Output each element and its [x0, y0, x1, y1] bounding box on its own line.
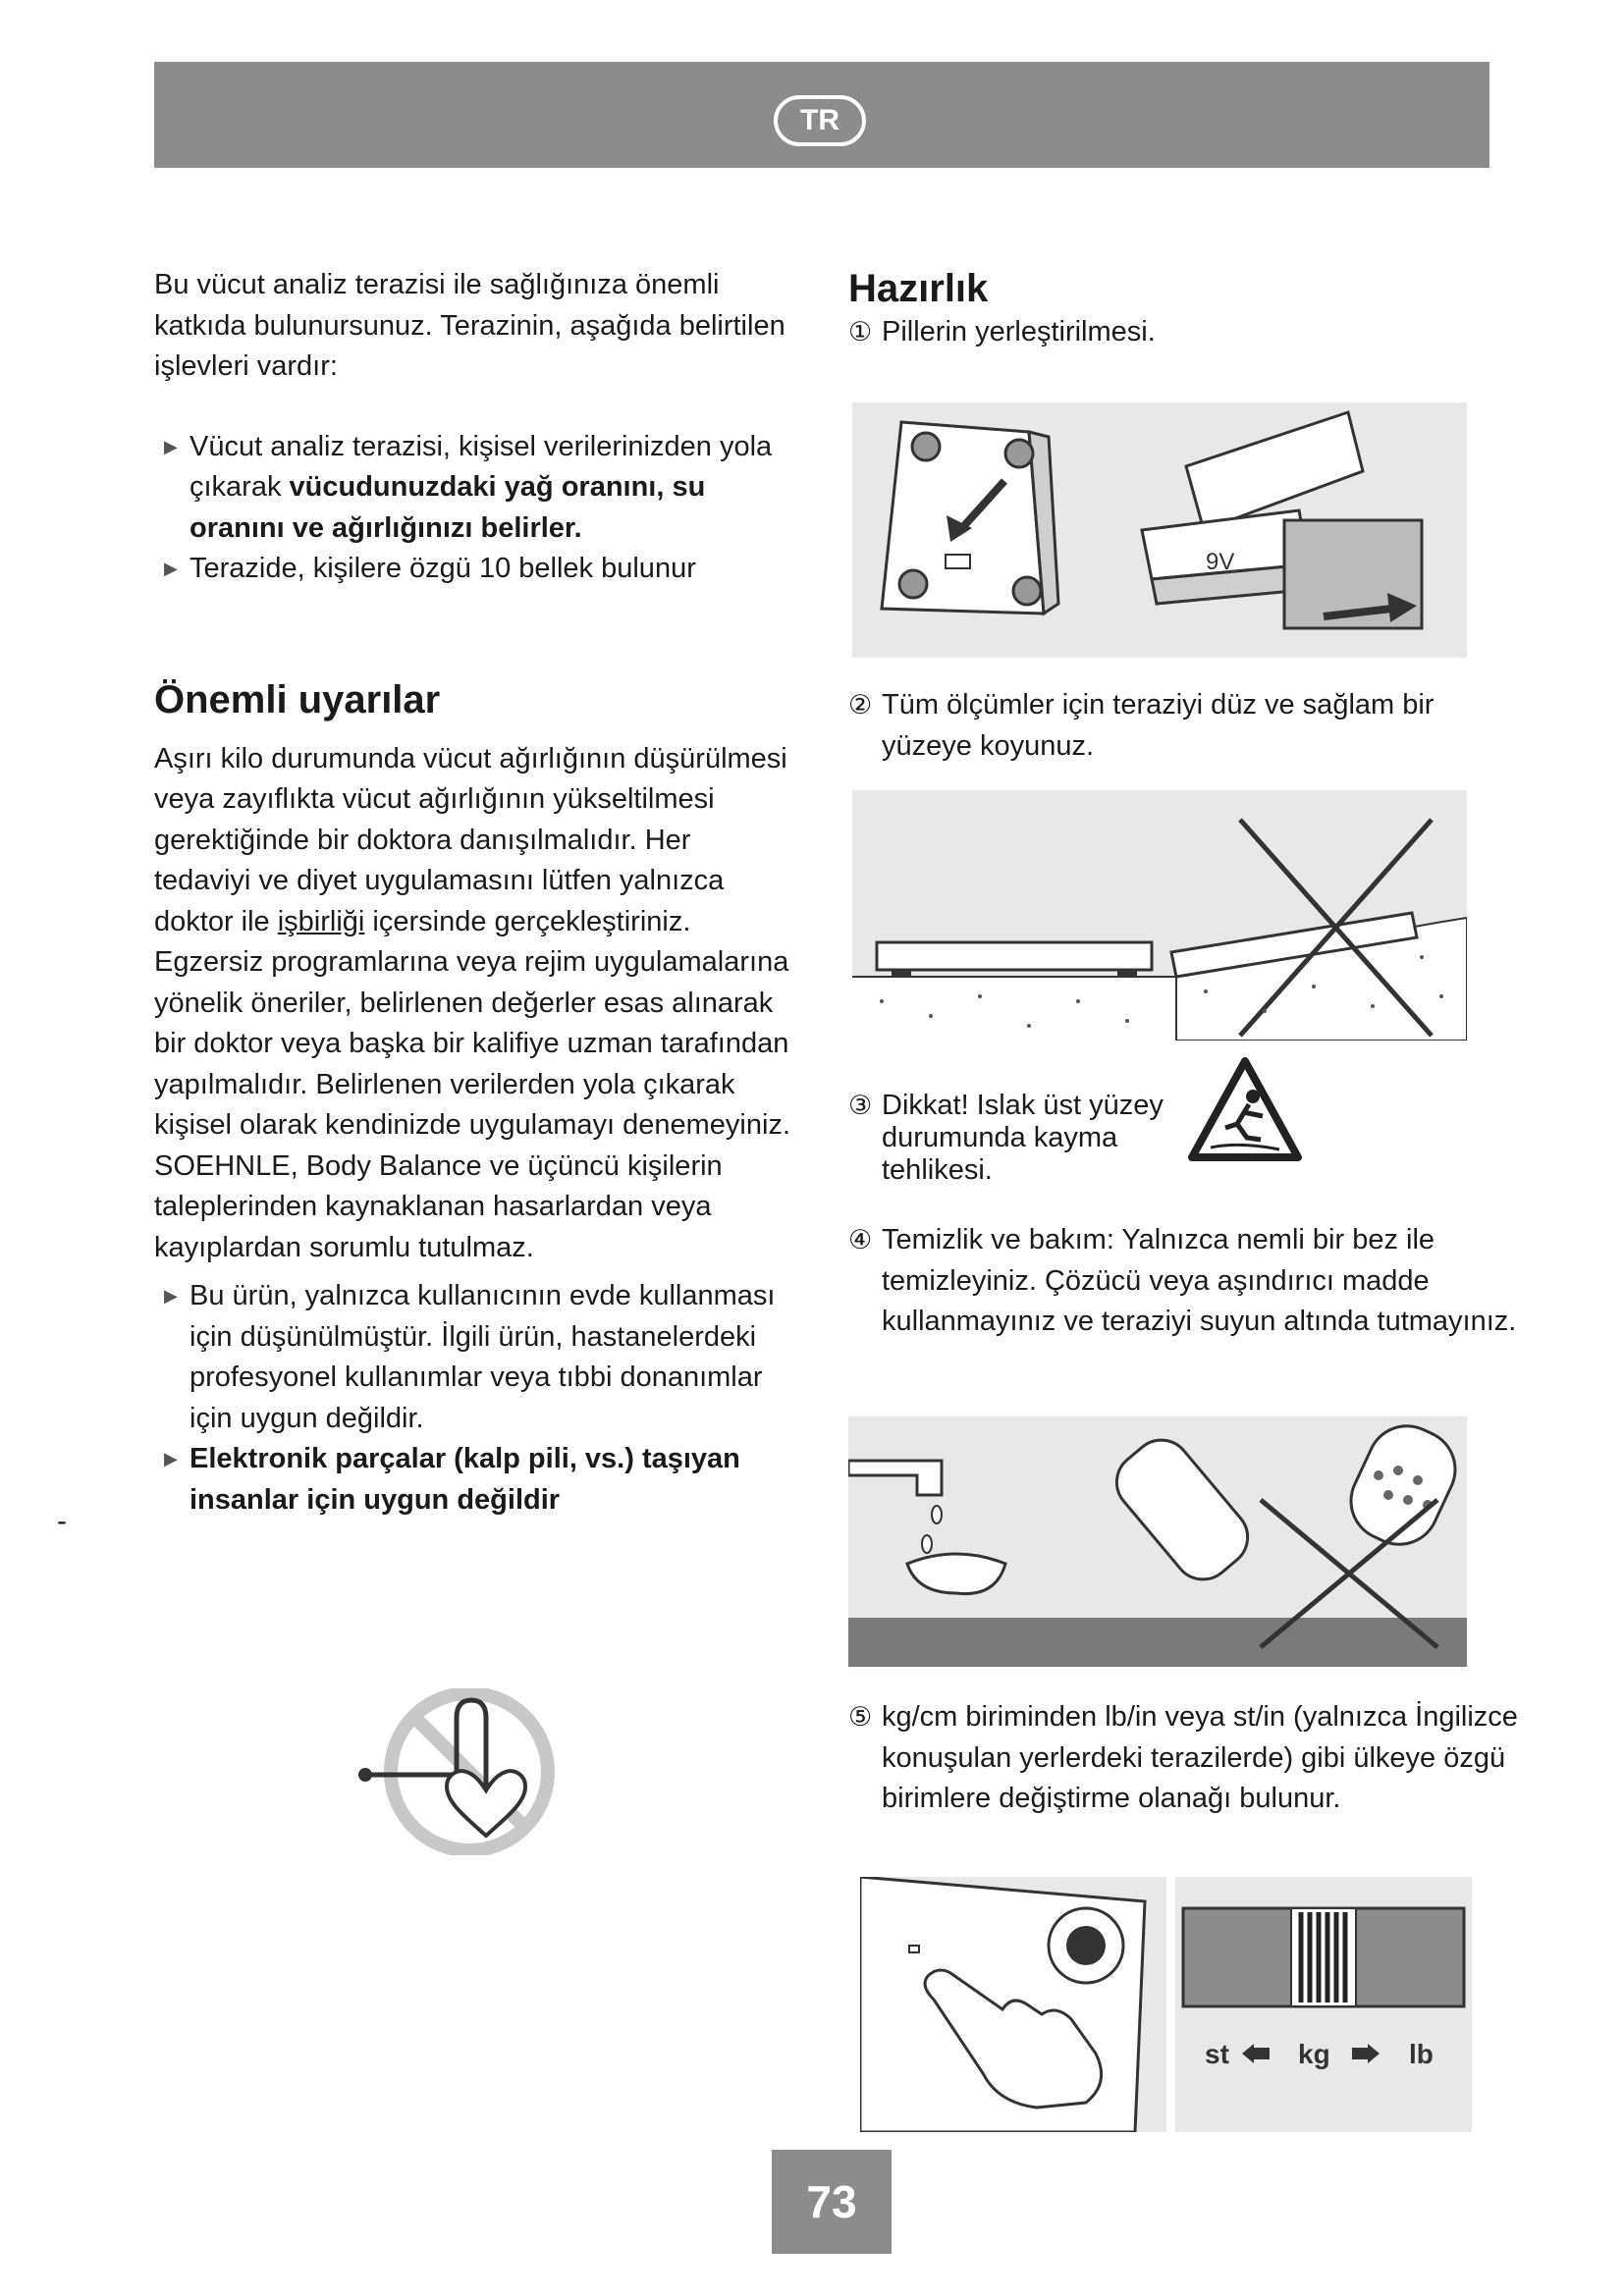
language-badge: TR	[774, 95, 866, 146]
cleaning-figure	[848, 1416, 1467, 1667]
feature-item: ▶ Vücut analiz terazisi, kişisel verilerinizden yola çıkarak vücudunuzdaki yağ oranını, su oranını ve ağırlığınızı belirler.	[154, 427, 792, 550]
left-column	[154, 265, 792, 1521]
warnings-title: Önemli uyarılar	[154, 677, 441, 721]
warning-item: ▶ Bu ürün, yalnızca kullanıcının evde kullanması için düşünülmüştür. İlgili ürün, hastanelerdeki profesyonel kullanımlar veya tıbbi donanımlar için uygun değildir.	[154, 1276, 792, 1439]
arrow-icon: ▶	[164, 436, 178, 456]
feature-list	[154, 427, 792, 590]
arrow-icon: ▶	[164, 559, 178, 578]
arrow-icon: ▶	[164, 1286, 178, 1306]
warning-list	[154, 1276, 792, 1521]
slip-warning-icon	[1186, 1055, 1304, 1163]
unit-display-figure	[1175, 1877, 1472, 2132]
warning-item: ▶ Elektronik parçalar (kalp pili, vs.) taşıyan insanlar için uygun değildir	[154, 1439, 792, 1521]
step-1: ① Pillerin yerleştirilmesi.	[848, 316, 1156, 347]
step-2: ② Tüm ölçümler için teraziyi düz ve sağlam bir yüzeye koyunuz.	[848, 689, 1435, 762]
step-4: ④ Temizlik ve bakım: Yalnızca nemli bir bez ile temizleyiniz. Çözücü veya aşındırıcı madde kullanmayınız ve teraziyi suyun altında tutmayınız.	[848, 1224, 1517, 1337]
unit-kg-label: kg	[1298, 2039, 1330, 2069]
arrow-icon: ▶	[164, 1449, 178, 1468]
margin-mark: -	[57, 1505, 67, 1537]
page-number: 73	[772, 2150, 892, 2254]
warning-paragraph: SOEHNLE, Body Balance ve üçüncü kişilerin taleplerinden kaynaklanan hasarlardan veya kayıplardan sorumlu tutulmaz.	[154, 1149, 723, 1263]
warning-paragraph: Egzersiz programlarına veya rejim uygulamalarına yönelik öneriler, belirlenen değerler esas alınarak bir doktor veya başka bir kalifiye uzman tarafından yapılmalıdır. Belirlenen verilerden yola çıkarak kişisel olarak kendinizde uygulamayı denemeyiniz.	[154, 946, 790, 1141]
no-pacemaker-icon	[353, 1688, 569, 1855]
step-3: ③ Dikkat! Islak üst yüzey durumunda kayma tehlikesi.	[848, 1090, 1164, 1186]
prep-title: Hazırlık	[848, 267, 989, 310]
right-column	[848, 265, 1487, 353]
button-press-figure	[860, 1877, 1166, 2132]
step-5: ⑤ kg/cm biriminden lb/in veya st/in (yalnızca İngilizce konuşulan yerlerdeki terazilerde) gibi ülkeye özgü birimlere değiştirme olanağı bulunur.	[848, 1701, 1518, 1814]
feature-item: ▶ Terazide, kişilere özgü 10 bellek bulunur	[154, 549, 792, 590]
battery-label: 9V	[1206, 549, 1235, 575]
battery-figure	[852, 402, 1467, 658]
unit-lb-label: lb	[1409, 2039, 1434, 2069]
surface-figure	[852, 790, 1467, 1041]
intro-paragraph: Bu vücut analiz terazisi ile sağlığınıza önemli katkıda bulunursunuz. Terazinin, aşağıda belirtilen işlevleri vardır:	[154, 269, 785, 382]
warning-paragraph: Aşırı kilo durumunda vücut ağırlığının düşürülmesi veya zayıflıkta vücut ağırlığının yükseltilmesi gerektiğinde bir doktora danışılmalıdır. Her tedaviyi ve diyet uygulamasını lütfen yalnızca doktor ile işbirliği içersinde gerçekleştiriniz.	[154, 742, 787, 937]
unit-st-label: st	[1205, 2039, 1229, 2069]
